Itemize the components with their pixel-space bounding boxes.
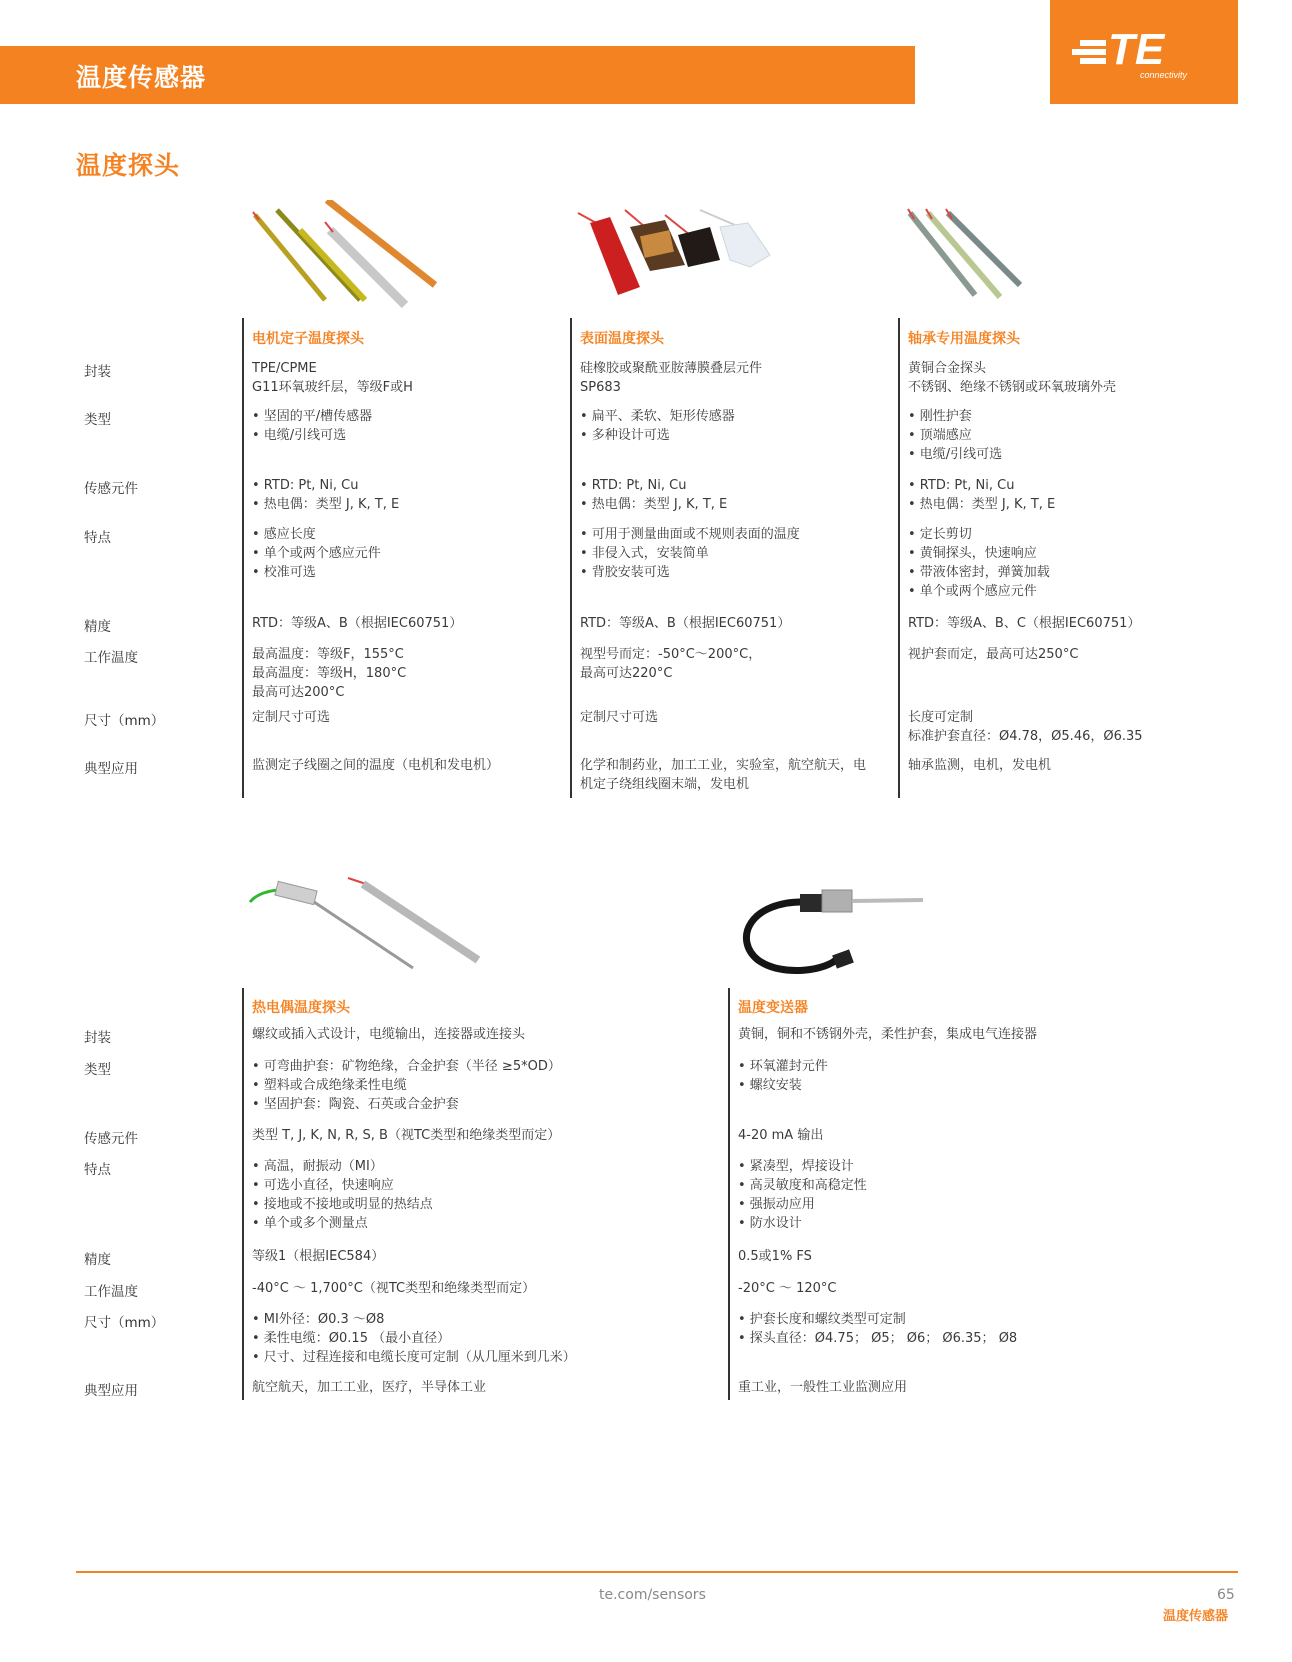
cell-stator-type: • 坚固的平/槽传感器 • 电缆/引线可选 xyxy=(252,409,373,443)
column-title-surface: 表面温度探头 xyxy=(580,331,664,347)
cell-stator-package: TPE/CPME G11环氧玻纤层，等级F或H xyxy=(252,361,413,395)
row-label-app: 典型应用 xyxy=(84,1383,138,1399)
cell-transmitter-accuracy: 0.5或1% FS xyxy=(738,1249,812,1264)
bearing-probe-image xyxy=(900,205,1040,309)
cell-thermocouple-temp: -40°C ～ 1,700°C（视TC类型和绝缘类型而定） xyxy=(252,1281,536,1296)
cell-surface-accuracy: RTD：等级A、B（根据IEC60751） xyxy=(580,616,791,631)
row-label-type: 类型 xyxy=(84,412,111,428)
cell-thermocouple-app: 航空航天，加工工业，医疗，半导体工业 xyxy=(252,1380,487,1395)
cell-transmitter-app: 重工业，一般性工业监测应用 xyxy=(738,1380,908,1395)
stator-probe-image xyxy=(245,200,445,314)
te-logo-icon xyxy=(1068,26,1218,82)
cell-stator-temp: 最高温度：等级F，155°C 最高温度：等级H，180°C 最高可达200°C xyxy=(252,647,407,700)
cell-surface-package: 硅橡胶或聚酰亚胺薄膜叠层元件 SP683 xyxy=(580,361,763,395)
row-label-accuracy: 精度 xyxy=(84,1252,111,1268)
row-label-package: 封装 xyxy=(84,364,111,380)
column-divider xyxy=(728,988,730,1400)
svg-text:connectivity: connectivity xyxy=(1140,70,1188,80)
cell-stator-element: • RTD: Pt, Ni, Cu • 热电偶：类型 J, K, T, E xyxy=(252,478,400,512)
svg-text:TE: TE xyxy=(1108,26,1165,74)
row-label-features: 特点 xyxy=(84,1162,111,1178)
cell-surface-size: 定制尺寸可选 xyxy=(580,710,659,725)
column-title-bearing: 轴承专用温度探头 xyxy=(908,331,1020,347)
row-label-element: 传感元件 xyxy=(84,481,138,497)
page-number: 65 xyxy=(1217,1587,1235,1603)
cell-transmitter-package: 黄铜，铜和不锈钢外壳，柔性护套，集成电气连接器 xyxy=(738,1027,1038,1042)
cell-thermocouple-package: 螺纹或插入式设计，电缆输出，连接器或连接头 xyxy=(252,1027,526,1042)
column-title-thermocouple: 热电偶温度探头 xyxy=(252,1000,350,1016)
row-label-features: 特点 xyxy=(84,530,111,546)
row-label-temp: 工作温度 xyxy=(84,650,138,666)
cell-bearing-type: • 刚性护套 • 顶端感应 • 电缆/引线可选 xyxy=(908,409,1003,462)
row-label-type: 类型 xyxy=(84,1062,111,1078)
cell-stator-accuracy: RTD：等级A、B（根据IEC60751） xyxy=(252,616,463,631)
cell-stator-app: 监测定子线圈之间的温度（电机和发电机） xyxy=(252,758,500,773)
footer-section-tag: 温度传感器 xyxy=(1163,1609,1229,1624)
cell-thermocouple-size: • MI外径：Ø0.3 ～Ø8 • 柔性电缆：Ø0.15 （最小直径） • 尺寸、过程连接和电缆长度可定制（从几厘米到几米） xyxy=(252,1312,576,1365)
row-label-accuracy: 精度 xyxy=(84,619,111,635)
surface-probe-image xyxy=(570,205,790,309)
cell-thermocouple-type: • 可弯曲护套：矿物绝缘，合金护套（半径 ≥5*OD） • 塑料或合成绝缘柔性电缆 • 坚固护套：陶瓷、石英或合金护套 xyxy=(252,1059,561,1112)
footer-divider xyxy=(76,1571,1238,1573)
row-label-app: 典型应用 xyxy=(84,761,138,777)
column-divider xyxy=(242,318,244,798)
row-label-size: 尺寸（mm） xyxy=(84,713,165,729)
cell-transmitter-type: • 环氧灌封元件 • 螺纹安装 xyxy=(738,1059,828,1093)
cell-transmitter-temp: -20°C ～ 120°C xyxy=(738,1281,837,1296)
column-divider xyxy=(242,988,244,1400)
footer-url-link[interactable]: te.com/sensors xyxy=(599,1587,706,1603)
row-label-temp: 工作温度 xyxy=(84,1284,138,1300)
cell-bearing-app: 轴承监测，电机，发电机 xyxy=(908,758,1052,773)
column-title-stator: 电机定子温度探头 xyxy=(252,331,364,347)
column-divider xyxy=(898,318,900,798)
te-logo[interactable] xyxy=(1050,0,1238,104)
cell-thermocouple-element: 类型 T, J, K, N, R, S, B（视TC类型和绝缘类型而定） xyxy=(252,1128,561,1143)
column-title-transmitter: 温度变送器 xyxy=(738,1000,808,1016)
cell-bearing-accuracy: RTD：等级A、B、C（根据IEC60751） xyxy=(908,616,1141,631)
transmitter-image xyxy=(738,880,928,984)
cell-surface-type: • 扁平、柔软、矩形传感器 • 多种设计可选 xyxy=(580,409,735,443)
row-label-size: 尺寸（mm） xyxy=(84,1315,165,1331)
cell-surface-temp: 视型号而定：-50°C～200°C， 最高可达220°C xyxy=(580,647,762,681)
cell-bearing-package: 黄铜合金探头 不锈钢、绝缘不锈钢或环氧玻璃外壳 xyxy=(908,361,1117,395)
cell-bearing-features: • 定长剪切 • 黄铜探头，快速响应 • 带液体密封，弹簧加载 • 单个或两个感应元件 xyxy=(908,527,1050,599)
cell-thermocouple-accuracy: 等级1（根据IEC584） xyxy=(252,1249,385,1264)
cell-thermocouple-features: • 高温，耐振动（MI） • 可选小直径，快速响应 • 接地或不接地或明显的热结点 • 单个或多个测量点 xyxy=(252,1159,433,1231)
cell-transmitter-element: 4-20 mA 输出 xyxy=(738,1128,824,1143)
cell-stator-features: • 感应长度 • 单个或两个感应元件 • 校准可选 xyxy=(252,527,381,580)
column-divider xyxy=(570,318,572,798)
cell-surface-features: • 可用于测量曲面或不规则表面的温度 • 非侵入式，安装简单 • 背胶安装可选 xyxy=(580,527,800,580)
row-label-package: 封装 xyxy=(84,1030,111,1046)
cell-bearing-temp: 视护套而定，最高可达250°C xyxy=(908,647,1079,662)
row-label-element: 传感元件 xyxy=(84,1131,138,1147)
cell-surface-element: • RTD: Pt, Ni, Cu • 热电偶：类型 J, K, T, E xyxy=(580,478,728,512)
cell-surface-app: 化学和制药业，加工工业，实验室，航空航天，电 机定子绕组线圈末端，发电机 xyxy=(580,758,867,792)
cell-transmitter-size: • 护套长度和螺纹类型可定制 • 探头直径：Ø4.75； Ø5； Ø6； Ø6.35； Ø8 xyxy=(738,1312,1018,1346)
cell-bearing-size: 长度可定制 标准护套直径：Ø4.78，Ø5.46，Ø6.35 xyxy=(908,710,1143,744)
thermocouple-probe-image xyxy=(248,870,488,974)
cell-stator-size: 定制尺寸可选 xyxy=(252,710,331,725)
cell-transmitter-features: • 紧凑型，焊接设计 • 高灵敏度和高稳定性 • 强振动应用 • 防水设计 xyxy=(738,1159,867,1231)
cell-bearing-element: • RTD: Pt, Ni, Cu • 热电偶：类型 J, K, T, E xyxy=(908,478,1056,512)
page-title: 温度传感器 xyxy=(76,63,207,92)
section-title: 温度探头 xyxy=(76,151,181,180)
